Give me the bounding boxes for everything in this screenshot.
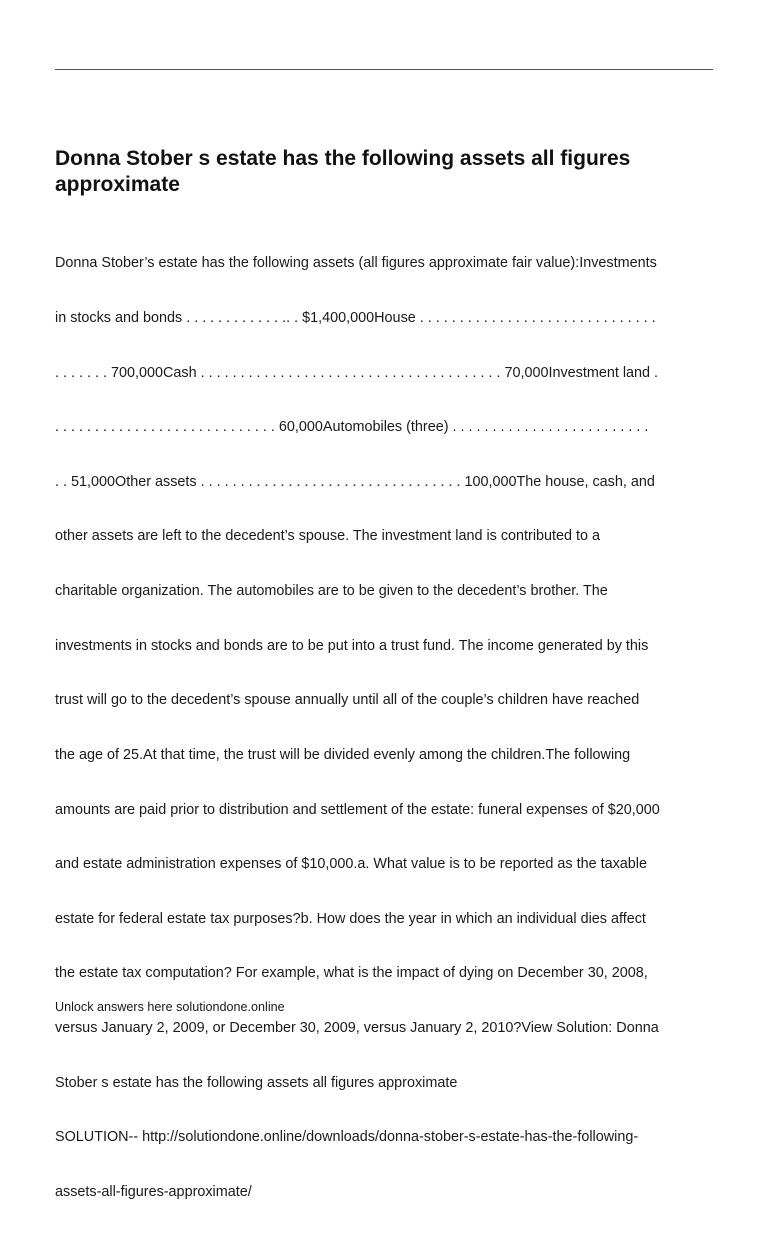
document-title: Donna Stober s estate has the following assets all figures approximate bbox=[55, 147, 631, 196]
top-divider bbox=[55, 69, 713, 70]
body-line: charitable organization. The automobiles are to be given to the decedent’s brother. The bbox=[55, 583, 608, 600]
body-line: amounts are paid prior to distribution and settlement of the estate: funeral expenses of $20,000 bbox=[55, 801, 660, 818]
body-line: versus January 2, 2009, or December 30, 2009, versus January 2, 2010?View Solution: Donna bbox=[55, 1019, 659, 1036]
body-line: and estate administration expenses of $10,000.a. What value is to be reported as the taxable bbox=[55, 856, 647, 873]
body-line: other assets are left to the decedent’s spouse. The investment land is contributed to a bbox=[55, 528, 601, 545]
document-body bbox=[55, 218, 715, 1237]
footer-text: Unlock answers here solutiondone.online bbox=[55, 1000, 285, 1014]
body-line: Donna Stober’s estate has the following assets (all figures approximate fair value):Investments bbox=[55, 255, 657, 272]
body-line: . . . . . . . 700,000Cash . . . . . . . . . . . . . . . . . . . . . . . . . . . . . . . . . . . . . . 70,000Investment land . bbox=[55, 364, 659, 381]
body-line: the age of 25.At that time, the trust will be divided evenly among the children.The following bbox=[55, 746, 631, 763]
body-line: . . 51,000Other assets . . . . . . . . . . . . . . . . . . . . . . . . . . . . . . . . . 100,000The house, cash, and bbox=[55, 473, 655, 490]
body-line: Stober s estate has the following assets all figures approximate bbox=[55, 1074, 458, 1091]
body-line: estate for federal estate tax purposes?b. How does the year in which an individual dies affect bbox=[55, 910, 646, 927]
body-line: the estate tax computation? For example, what is the impact of dying on December 30, 2008, bbox=[55, 965, 648, 982]
solution-link-line[interactable]: SOLUTION-- http://solutiondone.online/downloads/donna-stober-s-estate-has-the-following- bbox=[55, 1129, 639, 1146]
body-line: in stocks and bonds . . . . . . . . . . . . .. . $1,400,000House . . . . . . . . . . . . . . . . . . . . . . . . . . . . . . bbox=[55, 310, 656, 327]
body-line: trust will go to the decedent’s spouse annually until all of the couple’s children have reached bbox=[55, 692, 640, 709]
solution-link-line[interactable]: assets-all-figures-approximate/ bbox=[55, 1183, 252, 1200]
body-line: investments in stocks and bonds are to be put into a trust fund. The income generated by this bbox=[55, 637, 649, 654]
body-line: . . . . . . . . . . . . . . . . . . . . . . . . . . . . 60,000Automobiles (three) . . . . . . . . . . . . . . . . . . . . . . . . . bbox=[55, 419, 649, 436]
